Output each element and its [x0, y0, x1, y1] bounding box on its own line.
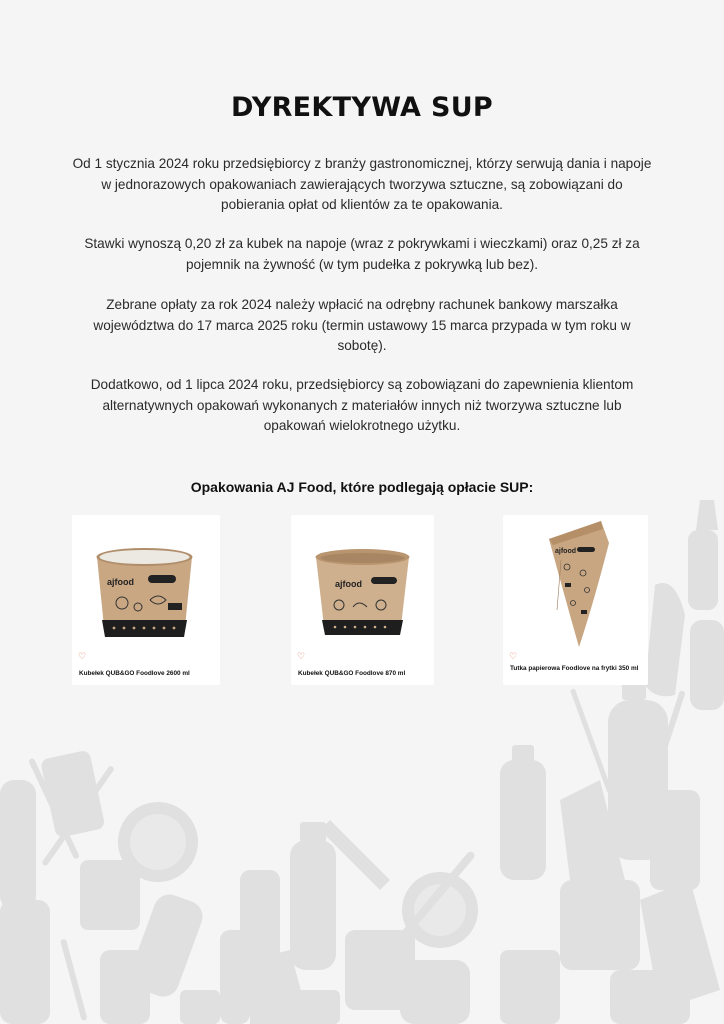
product-card[interactable]	[503, 515, 648, 685]
heart-icon[interactable]: ♡	[297, 651, 306, 661]
paragraph-rates: Stawki wynoszą 0,20 zł za kubek na napoje (wraz z pokrywkami i wieczkami) oraz 0,25 zł za pojemnik na żywność (w tym pudełka z pokrywką lub bez).	[84, 236, 640, 272]
products-heading: Opakowania AJ Food, które podlegają opłacie SUP:	[190, 479, 534, 495]
svg-text:ajfood: ajfood	[107, 577, 134, 587]
paragraph-intro: Od 1 stycznia 2024 roku przedsiębiorcy z branży gastronomicznej, którzy serwują dania i napoje w jednorazowych opakowaniach zawierających tworzywa sztuczne, są zobowiązani do pobierania opłat od klientów za te opakowania.	[72, 156, 652, 212]
product-image-kraft-bowl-tall	[72, 515, 220, 655]
paragraph-payment-deadline: Zebrane opłaty za rok 2024 należy wpłacić na odrębny rachunek bankowy marszałka województwa do 17 marca 2025 roku (termin ustawowy 15 marca przypada w tym roku w sobotę).	[93, 297, 631, 353]
product-card[interactable]	[72, 515, 220, 685]
page-title: DYREKTYWA SUP	[230, 92, 494, 123]
svg-text:ajfood: ajfood	[555, 548, 576, 555]
product-name: Kubełek QUB&GO Foodlove 870 ml	[298, 670, 406, 677]
product-image-kraft-bowl-small	[291, 515, 434, 655]
product-name: Kubełek QUB&GO Foodlove 2600 ml	[79, 670, 190, 677]
svg-text:ajfood: ajfood	[335, 579, 362, 589]
heart-icon[interactable]: ♡	[78, 651, 87, 661]
product-image-kraft-cone	[503, 515, 648, 655]
product-card[interactable]	[291, 515, 434, 685]
heart-icon[interactable]: ♡	[509, 651, 518, 661]
paragraph-alternatives: Dodatkowo, od 1 lipca 2024 roku, przedsiębiorcy są zobowiązani do zapewnienia klientom alternatywnych opakowań wykonanych z materiałów innych niż tworzywa sztuczne lub opakowań wielokrotnego użytku.	[90, 377, 634, 433]
product-name: Tutka papierowa Foodlove na frytki 350 ml	[510, 665, 639, 672]
